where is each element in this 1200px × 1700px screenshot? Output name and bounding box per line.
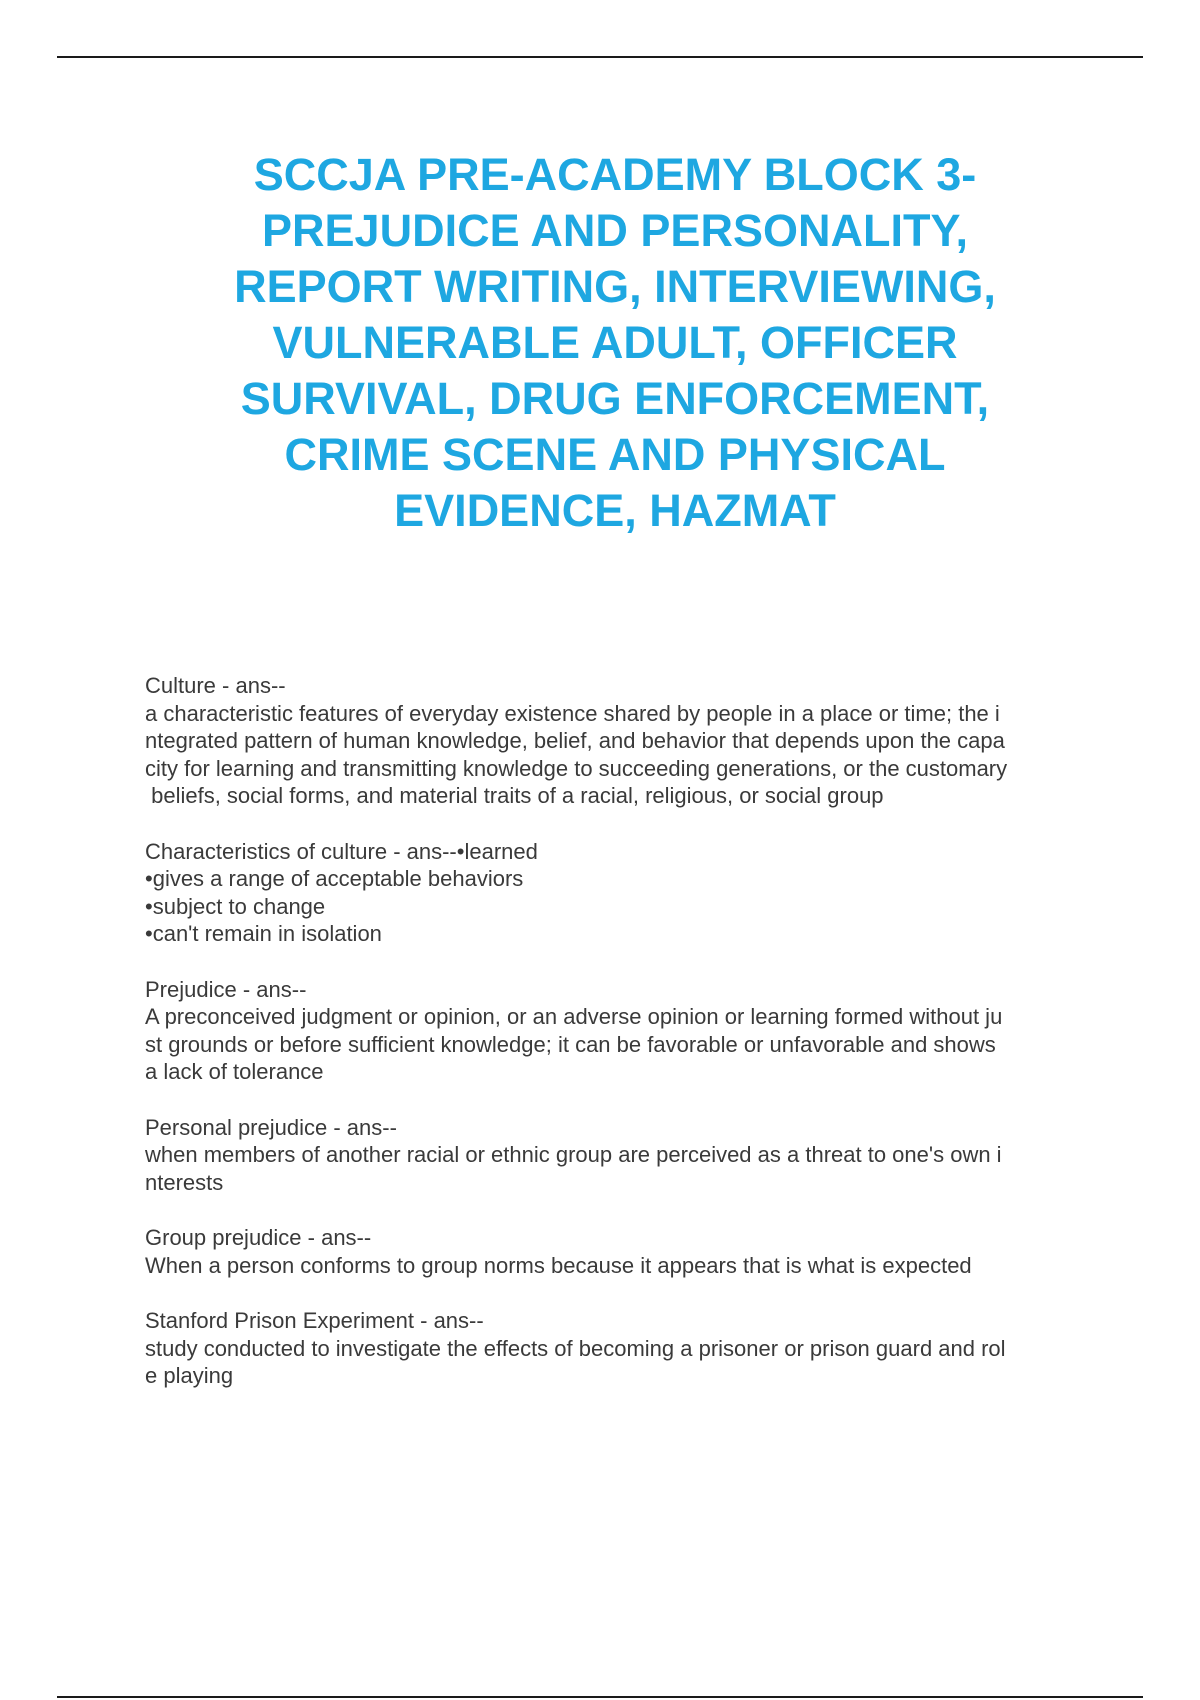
entry-stanford-prison-experiment bbox=[145, 1307, 1095, 1390]
entry-line: •gives a range of acceptable behaviors bbox=[145, 866, 524, 891]
entry-term: Culture - ans-- bbox=[145, 673, 286, 698]
entry-line: beliefs, social forms, and material traits of a racial, religious, or social group bbox=[145, 783, 884, 808]
entry-term: Group prejudice - ans-- bbox=[145, 1225, 372, 1250]
entry-line: ntegrated pattern of human knowledge, belief, and behavior that depends upon the capa bbox=[145, 728, 1005, 753]
entry-prejudice bbox=[145, 976, 1095, 1086]
entry-line: e playing bbox=[145, 1363, 234, 1388]
entry-term: Stanford Prison Experiment - ans-- bbox=[145, 1308, 484, 1333]
entry-line: a characteristic features of everyday existence shared by people in a place or time; the i bbox=[145, 700, 1000, 726]
entry-term: Prejudice - ans-- bbox=[145, 976, 307, 1002]
entry-group-prejudice bbox=[145, 1224, 1095, 1279]
top-rule bbox=[57, 56, 1143, 58]
entry-line: •can't remain in isolation bbox=[145, 921, 382, 946]
entry-line: study conducted to investigate the effects of becoming a prisoner or prison guard and rol bbox=[145, 1335, 1006, 1361]
entries-list bbox=[145, 672, 1095, 1418]
entry-characteristics-of-culture bbox=[145, 838, 1095, 948]
entry-line: a lack of tolerance bbox=[145, 1059, 324, 1084]
bottom-rule bbox=[57, 1696, 1143, 1698]
entry-culture bbox=[145, 672, 1095, 810]
entry-line: •subject to change bbox=[145, 893, 326, 919]
entry-line: When a person conforms to group norms because it appears that is what is expected bbox=[145, 1252, 972, 1278]
entry-term: Personal prejudice - ans-- bbox=[145, 1114, 397, 1140]
entry-line: nterests bbox=[145, 1169, 224, 1195]
entry-term: Characteristics of culture - ans--•learned bbox=[145, 838, 538, 864]
entry-line: city for learning and transmitting knowledge to succeeding generations, or the customary bbox=[145, 755, 1008, 781]
entry-line: st grounds or before sufficient knowledge; it can be favorable or unfavorable and shows bbox=[145, 1031, 996, 1057]
entry-personal-prejudice bbox=[145, 1114, 1095, 1197]
entry-line: when members of another racial or ethnic group are perceived as a threat to one's own i bbox=[145, 1142, 1002, 1167]
document-title: SCCJA PRE-ACADEMY BLOCK 3-PREJUDICE AND PERSONALITY, REPORT WRITING, INTERVIEWING, VULNERABLE ADULT, OFFICER SURVIVAL, DRUG ENFORCEMENT, CRIME SCENE AND PHYSICAL EVIDENCE, HAZMAT bbox=[234, 149, 996, 536]
entry-line: A preconceived judgment or opinion, or an adverse opinion or learning formed without ju bbox=[145, 1004, 1003, 1029]
